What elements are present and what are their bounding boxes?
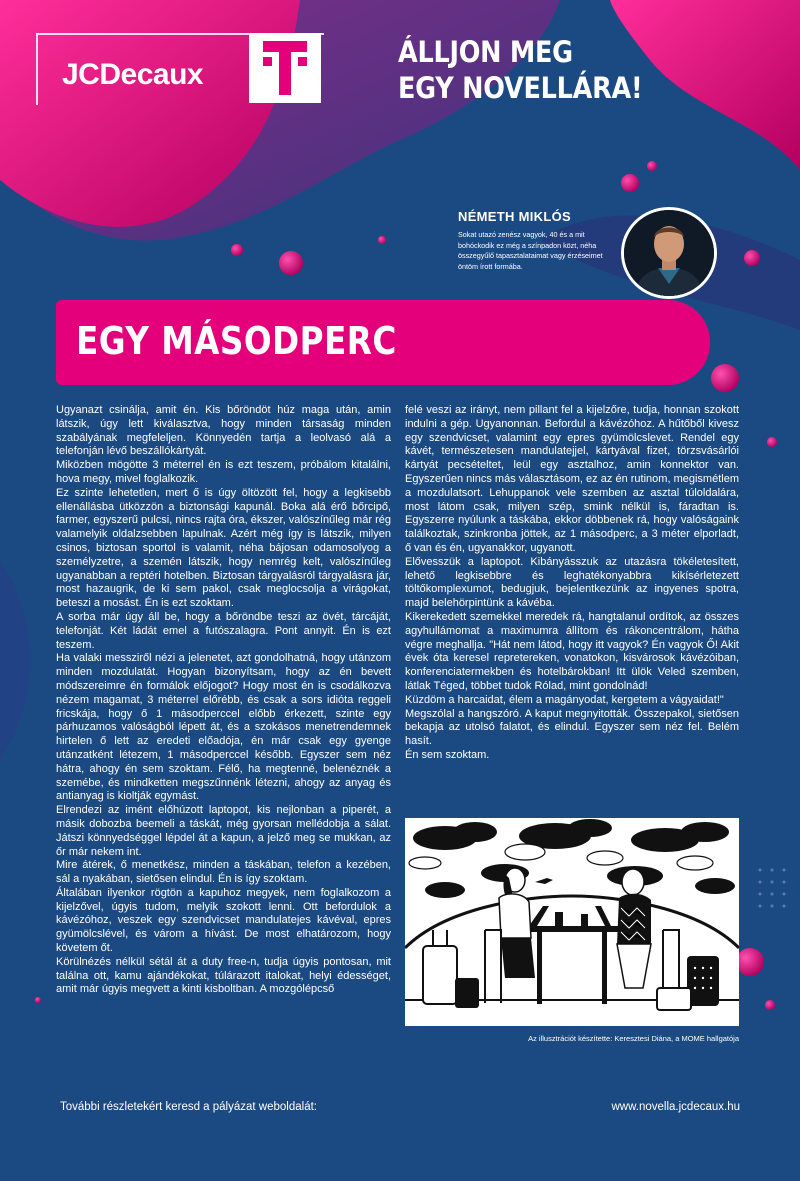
- telekom-logo: [249, 33, 321, 103]
- story-column-2: [405, 404, 739, 763]
- paragraph: Miközben mögötte 3 méterrel én is ezt teszem, próbálom kitalálni, hova megy, mivel foglalkozik.: [56, 459, 391, 485]
- paragraph: Elővesszük a laptopot. Kibányásszuk az utazásra tökéletesített, lehető legkisebbre és leghatékonyabbra kikísérletezett töltőkomplexumot, bedugjuk, bejelentkezünk az ingyenes spotra, majd belehörpintünk a kávéba.: [405, 555, 739, 610]
- cafe-scene-illustration: [405, 818, 739, 1026]
- telekom-t-icon: [249, 33, 321, 103]
- paragraph: Küzdöm a harcaidat, élem a magányodat, kergetem a vágyaidat!": [405, 693, 724, 706]
- paragraph: Általában ilyenkor rögtön a kapuhoz megyek, nem foglalkozom a kijelzővel, úgyis tudom, melyik szokott lenni. Ott befordulok a kávézóhoz, veszek egy szendvicset mandulatejes kávéval, epres gyümölcslével, és várom a hívást. De most elhatározom, hogy követem őt.: [56, 886, 391, 955]
- story-column-1: [56, 404, 391, 997]
- headline-line1: ÁLLJON MEG: [398, 35, 573, 69]
- story-illustration: [405, 818, 739, 1026]
- paragraph: Ha valaki messziről nézi a jelenetet, azt gondolhatná, hogy utánzom minden mozdulatát. Hogyan bizonyítsam, hogy az én bevett módszereimre én formálok előjogot? Hogy most én is csodálkozva nézem magamat, 3 méterrel előrébb, és csak a sors idióta reggeli fricskája, hogy ő 1 másodperccel előbb érkezett, szinte egy párhuzamos valóságból lépett át, és a szokásos menetrendemnek hirtelen ő lett az eredeti előadója, én már csak egy gyenge utánzatként létezem, 1 másodperccel később. Egyszer sem néz hátra, ahogy én sem szoktam. Félő, ha megtenné, belenéznék a szemébe, és mindketten megszűnnénk létezni, ahogy az anyag és antianyag is kioltják egymást.: [56, 652, 391, 803]
- headline: [398, 34, 642, 106]
- paragraph: Mire átérek, ő menetkész, minden a táskában, telefon a kezében, sál a nyakában, sietősen elindul. Én is így szoktam.: [56, 859, 391, 886]
- author-bio: Sokat utazó zenész vagyok, 40 és a mit bohóckodik ez még a színpadon közt, néha összegyűlő tapasztalataimat vagy érzéseimet öntöm írott formába.: [458, 230, 603, 271]
- paragraph: felé veszi az irányt, nem pillant fel a kijelzőre, tudja, honnan szokott indulni a gép. Ugyanonnan. Befordul a kávézóhoz. A hűtőből kivesz egy szendvicset, valamint egy epres gyümölcslevet. Rendel egy kávét, természetesen mandulatejjel, kártyával fizet, törzsvásárlói kártyát pecsételtet, leül egy asztalhoz, amin konnektor van. Egyszerűen nincs más választásom, ez az én rutinom, megismétlem a mozdulatsort. Lehuppanok vele szemben az asztal túloldalára, most látom csak, milyen szép, smink nélkül is, fáradtan is. Egyszerre nyúlunk a táskába, ekkor döbbenek rá, hogy valóságaink találkoztak, szinkronba jöttek, az 1 másodperc, a 3 méter elporladt, ő van és én, ugyanakkor, ugyanott.: [405, 404, 739, 554]
- paragraph: Ugyanazt csinálja, amit én. Kis bőröndöt húz maga után, amin látszik, úgy lett kiválasztva, hogy minden társaság minden szabályának megfeleljen. Könnyedén tartja a leolvasó alá a telefonján lévő beszállókártyát.: [56, 404, 391, 458]
- paragraph: A sorba már úgy áll be, hogy a bőröndbe teszi az övét, tárcáját, telefonját. Két ládát emel a futószalagra. Pont annyit. Én is ezt teszem.: [56, 610, 391, 651]
- author-avatar: [621, 207, 717, 299]
- paragraph: Megszólal a hangszóró. A kaput megnyitották. Összepakol, sietősen bekapja az utolsó falatot, és elindul. Egyszer sem néz fel. Belém hasít.: [405, 707, 739, 748]
- author-portrait-icon: [624, 210, 714, 296]
- illustration-caption: Az illusztrációt készítette: Keresztesi Diána, a MOME hallgatója: [528, 1034, 739, 1043]
- story-title: EGY MÁSODPERC: [76, 319, 397, 363]
- footer-info-text: További részletekért keresd a pályázat weboldalát:: [60, 1101, 317, 1113]
- paragraph: Körülnézés nélkül sétál át a duty free-n, tudja úgyis pontosan, mit találna ott, kamu ajándékokat, túlárazott italokat, helyi édességet, amit már úgyis megvett a kinti kisboltban. A mozgólépcső: [56, 955, 391, 996]
- paragraph: Én sem szoktam.: [405, 748, 490, 761]
- website-link[interactable]: www.novella.jcdecaux.hu: [611, 1101, 740, 1113]
- paragraph: Ez szinte lehetetlen, mert ő is úgy öltözött fel, hogy a legkisebb ellenállásba ütközzön a biztonsági kapunál. Boka alá érő bőrcipő, farmer, egyszerű pulcsi, nincs rajta óra, ékszer, valószínűleg már rég valamelyik oldalzsebben lapulnak. Azért még így is látszik, milyen csinos, biztosan sportol is valamit, néha bájosan odamosolyog a személyzetre, a szemén látszik, hogy nemrég kelt, valószínűleg ugyanabban a reptéri hotelben. Biztosan tárgyalásról tárgyalásra jár, most hazaugrik, de ki sem pakol, csak meglocsolja a virágokat, beteszi a mosást. Én is ezt szoktam.: [56, 486, 391, 610]
- jcdecaux-logo: JCDecaux: [62, 58, 204, 91]
- author-name: NÉMETH MIKLÓS: [458, 209, 571, 224]
- paragraph: Elrendezi az imént előhúzott laptopot, kis nejlonban a piperét, a másik dobozba beemeli a táskát, még gyorsan mellédobja a sálat. Játszi könnyedséggel lépdel át a kapun, a jelző meg se mukkan, az őr már nekem int.: [56, 804, 391, 858]
- headline-line2: EGY NOVELLÁRA!: [398, 71, 643, 105]
- paragraph: Kikerekedett szemekkel meredek rá, hangtalanul ordítok, az összes agyhullámomat a maximumra állítom és rákoncentrálom, hátha végre meghallja. "Hát nem látod, hogy itt vagyok? Én vagyok Ő! Akit évek óta keresel repretereken, vonatokon, kisvárosok kávézóiban, konferenciatermekben és hotelbárokban! Itt ülök Veled szemben, látlak Téged, többet tudok Rólad, mint gondolnád!: [405, 610, 739, 692]
